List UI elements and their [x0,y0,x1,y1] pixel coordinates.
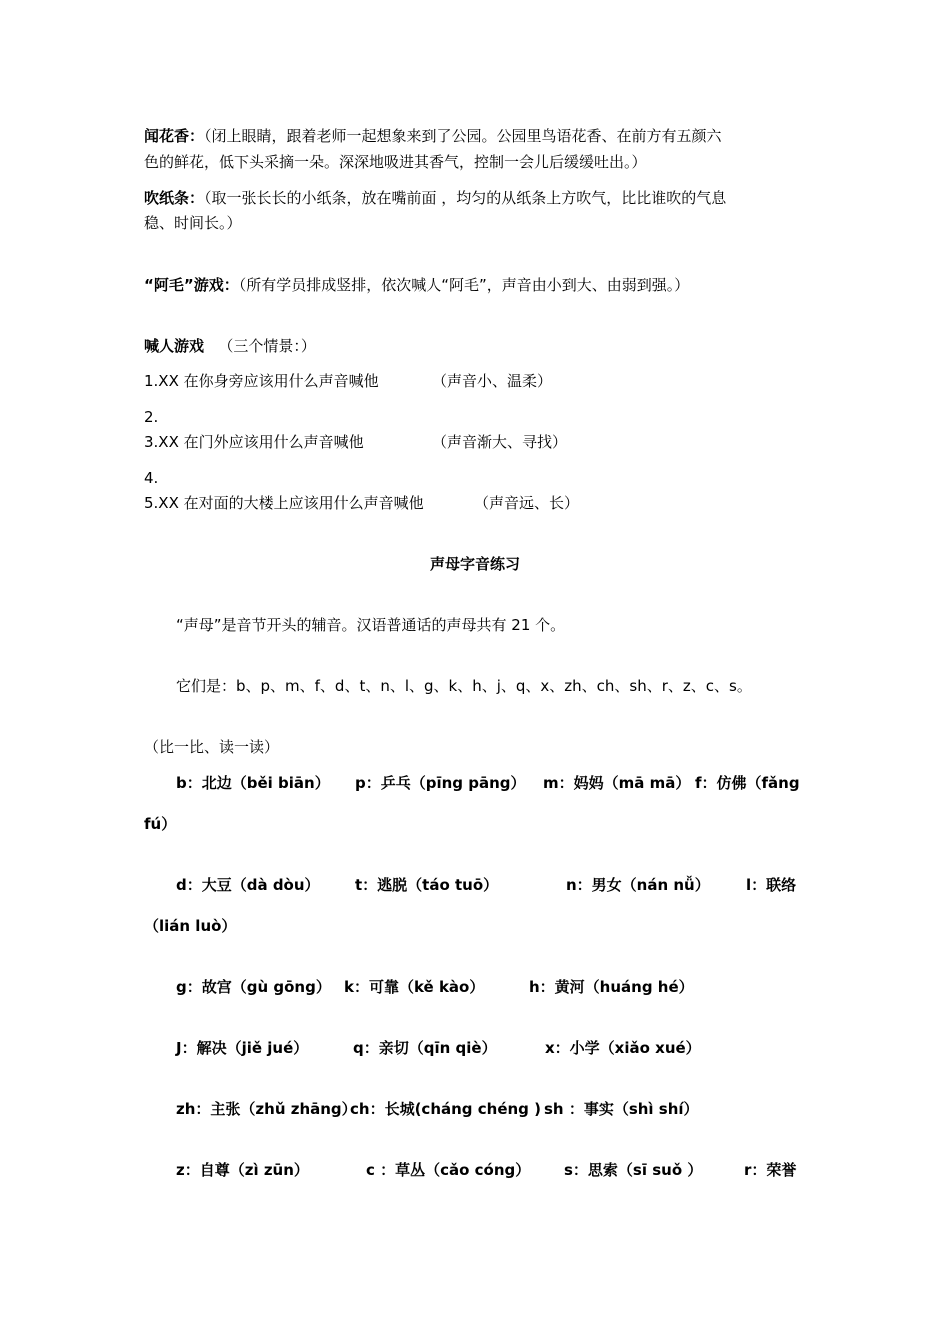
calling-item [144,406,158,428]
blow-paper-text-2: 稳、时间长。） [144,214,242,232]
initial-example-f: f：仿佛（fǎng [695,774,800,792]
calling-item-question: 4. [144,469,159,487]
calling-item-answer: （声音远、长） [474,494,580,512]
calling-item-question: 5.XX 在对面的大楼上应该用什么声音喊他 [144,494,424,512]
calling-game-label: 喊人游戏 [144,337,205,355]
initials-intro: “声母”是音节开头的辅音。汉语普通话的声母共有 21 个。 [176,616,566,634]
calling-item [144,370,553,392]
calling-item [144,492,580,514]
blow-paper-line-1 [144,187,726,209]
smell-flowers-text-1: （闭上眼睛，跟着老师一起想象来到了公园。公园里鸟语花香、在前方有五颜六 [204,127,722,145]
initial-example-h: h：黄河（huáng hé） [529,978,694,996]
initial-example-k: k：可靠（kě kào） [344,978,485,996]
initial-example-l-cont: （lián luò） [144,917,237,935]
calling-game-note: （三个情景：） [218,337,316,355]
initial-example-q: q：亲切（qīn qiè） [353,1039,497,1057]
calling-item [144,431,568,453]
amao-game-line [144,274,689,296]
initial-example-z: z：自尊（zì zūn） [176,1161,309,1179]
calling-item-answer: （声音小、温柔） [432,372,553,390]
initial-example-m: m：妈妈（mā mā） [543,774,691,792]
amao-game-text: （所有学员排成竖排，依次喊人“阿毛”，声音由小到大、由弱到强。） [238,276,690,294]
initial-example-b: b：北边（běi biān） [176,774,330,792]
calling-item-question: 3.XX 在门外应该用什么声音喊他 [144,433,364,451]
initial-example-n: n：男女（nán nǚ） [566,876,710,894]
initial-example-g: g：故宫（gù gōng） [176,978,331,996]
initial-example-j: J：解决（jiě jué） [176,1039,309,1057]
calling-item-question: 1.XX 在你身旁应该用什么声音喊他 [144,372,379,390]
initial-example-r: r：荣誉 [744,1161,797,1179]
initial-example-d: d：大豆（dà dòu） [176,876,320,894]
initial-example-zh: zh：主张（zhǔ zhāng） [176,1100,357,1118]
amao-game-label: “阿毛”游戏： [144,276,239,294]
blow-paper-label: 吹纸条： [144,189,205,207]
compare-note: （比一比、读一读） [144,738,280,756]
smell-flowers-text-2: 色的鲜花，低下头采摘一朵。深深地吸进其香气，控制一会儿后缓缓吐出。） [144,153,647,171]
initial-example-p: p：乒乓（pīng pāng） [355,774,526,792]
blow-paper-text-1: （取一张长长的小纸条，放在嘴前面 ，均匀的从纸条上方吹气，比比谁吹的气息 [204,189,727,207]
calling-item-answer: （声音渐大、寻找） [432,433,568,451]
initial-example-c: c ：草丛（cǎo cóng） [366,1161,531,1179]
section-title: 声母字音练习 [429,555,520,573]
calling-item [144,467,158,489]
initials-list: 它们是：b、p、m、f、d、t、n、l、g、k、h、j、q、x、zh、ch、sh、r、z、c、s。 [176,677,752,695]
calling-item-question: 2. [144,408,159,426]
initial-example-l: l：联络 [746,876,797,894]
initial-example-x: x：小学（xiǎo xué） [545,1039,701,1057]
initial-example-f-cont: fú） [144,815,177,833]
initial-example-sh: sh ：事实（shì shí） [544,1100,699,1118]
initial-example-s: s：思索（sī suǒ ） [564,1161,703,1179]
initial-example-ch: ch：长城(cháng chéng ) [350,1100,541,1118]
calling-game-heading [144,335,316,357]
smell-flowers-line-1 [144,125,722,147]
smell-flowers-label: 闻花香： [144,127,205,145]
initial-example-t: t：逃脱（táo tuō） [355,876,499,894]
